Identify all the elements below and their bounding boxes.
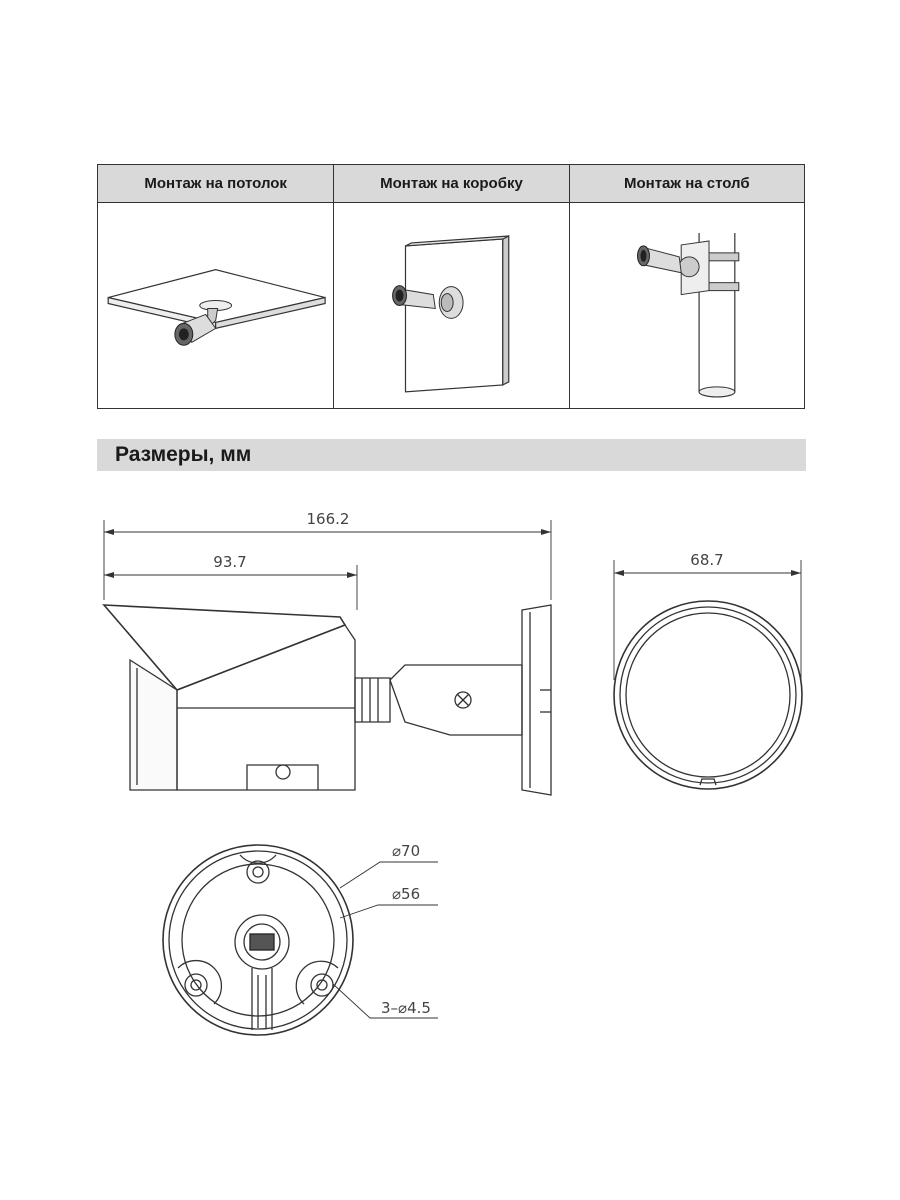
dim-body-length: 93.7 (213, 553, 247, 571)
dim-mount-holes: 3–⌀4.5 (381, 999, 431, 1017)
dim-total-length: 166.2 (306, 510, 350, 528)
dim-base-inner-diameter: ⌀56 (392, 885, 421, 903)
camera-side-view (104, 605, 551, 795)
dim-front-diameter: 68.7 (690, 551, 724, 569)
header-box-mount: Монтаж на коробку (333, 165, 568, 203)
header-ceiling-mount: Монтаж на потолок (98, 165, 333, 203)
section-title: Размеры, мм (115, 443, 252, 466)
mounting-base-bottom-view (163, 845, 353, 1035)
dim-base-outer-diameter: ⌀70 (392, 842, 421, 860)
header-pole-mount: Монтаж на столб (569, 165, 804, 203)
camera-front-view (614, 601, 802, 789)
